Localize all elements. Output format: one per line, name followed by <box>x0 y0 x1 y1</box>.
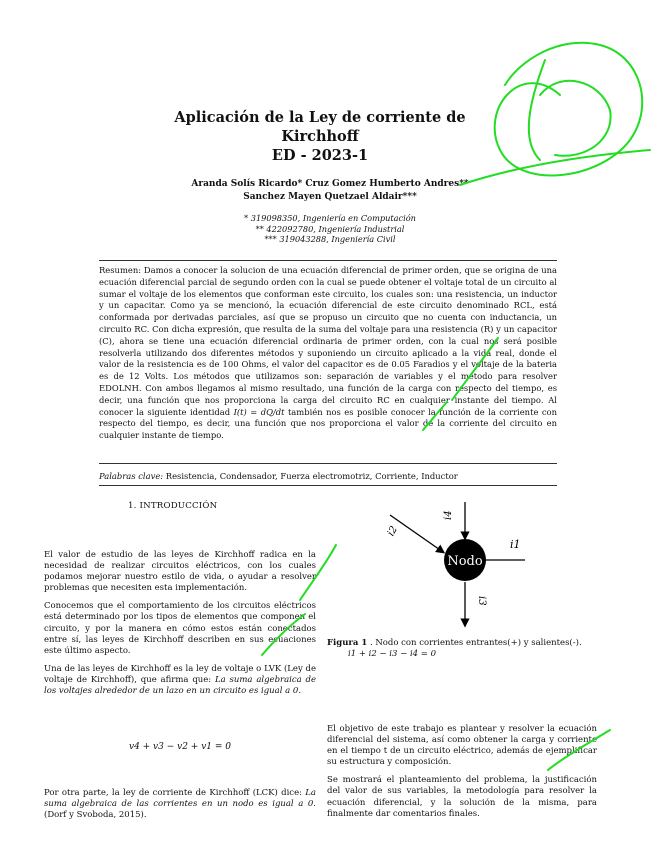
affiliation-3: *** 319043288, Ingeniería Civil <box>264 234 396 244</box>
node-label: Nodo <box>447 554 483 569</box>
lck-citation: (Dorf y Svoboda, 2015). <box>44 810 147 821</box>
intro-paragraph-1: El valor de estudio de las leyes de Kirchhoff radica en la necesidad de realizar circuitos eléctricos, con los cuales podamos mejorar nuestro estilo de vida, o ayudar a resolver problemas que necesiten esta implementación. <box>44 550 316 594</box>
affiliation-2: ** 422092780, Ingeniería Industrial <box>255 223 405 234</box>
scribble-right <box>548 730 610 770</box>
label-i2: i2 <box>385 524 400 539</box>
label-i1: i1 <box>510 538 521 551</box>
label-i3: i3 <box>476 596 487 606</box>
label-i4: i4 <box>443 510 454 520</box>
scribble-abstract-1 <box>452 338 498 400</box>
objective-paragraph: El objetivo de este trabajo es plantear y resolver la ecuación diferencial del sistema, así como obtener la carga y corriente en el tiempo t de un circuito eléctrico, además de ejemplificar su estructura y composición. <box>327 724 597 768</box>
outline-paragraph: Se mostrará el planteamiento del problema, la justificación del valor de sus variables, la metodología para resolver la ecuación diferencial, y la solución de la misma, para finalmente dar comentarios finales. <box>327 775 597 819</box>
scribble-abstract-2 <box>423 402 447 430</box>
affiliation-1: * 319098350, Ingeniería en Computación <box>244 213 416 223</box>
keywords-text: Resistencia, Condensador, Fuerza electromotriz, Corriente, Inductor <box>163 471 458 481</box>
title-line-2: Kirchhoff <box>281 128 359 145</box>
authors-line-1: Aranda Solís Ricardo* Cruz Gomez Humberto Andres** <box>191 179 469 189</box>
figure-caption-number: Figura 1 <box>327 638 368 648</box>
title-line-3: ED - 2023-1 <box>271 147 369 164</box>
section-heading: 1. INTRODUCCIÓN <box>128 501 218 511</box>
lck-statement: La suma algebraica de las corrientes en un nodo es igual a 0. <box>44 788 316 810</box>
keywords-label: Palabras clave: <box>99 471 164 481</box>
scribble-left-2 <box>262 614 305 655</box>
title-line-1: Aplicación de la Ley de corriente de <box>174 109 466 126</box>
lvk-statement: La suma algebraica de los voltajes alrededor de un lazo en un circuito es igual a 0. <box>44 674 316 697</box>
abstract-identity: I(t) = dQ/dt <box>233 406 285 417</box>
abstract-text-2: también nos es posible conocer la función de la corriente con respecto del tiempo, es decir, una función que nos proporciona el valor de la corriente del circuito en cualquier instante de tiempo. <box>99 406 557 441</box>
authors-line-2: Sanchez Mayen Quetzael Aldair*** <box>243 192 417 202</box>
lck-intro: Por otra parte, la ley de corriente de Kirchhoff (LCK) dice: <box>44 788 306 798</box>
scribble-left-1 <box>300 545 336 600</box>
figure-caption-text: . Nodo con corrientes entrantes(+) y salientes(-). <box>367 638 582 648</box>
lvk-intro: Una de las leyes de Kirchhoff es la ley de voltaje o LVK (Ley de voltaje de Kirchhoff), que afirma que: <box>44 663 316 685</box>
figure-caption-equation: i1 + i2 − i3 − i4 = 0 <box>348 649 437 659</box>
intro-paragraph-2: Conocemos que el comportamiento de los circuitos eléctricos está determinado por los tipos de elementos que componen el circuito, y por la manera en cómo estos están conectados entre sí, las leyes de Kirchhoff describen en sus ecuaciones este último aspecto. <box>44 601 316 656</box>
abstract-text-1: Resumen: Damos a conocer la solucion de una ecuación diferencial de primer orden, que se origina de una ecuación diferencial parcial de segundo orden con la cual se puede obtener el voltaje total de un circuito al sumar el voltaje de los elementos que conforman este circuito, los cuales son: una resistencia, un inductor y un capacitar. Como ya se mencionó, la ecuación diferencial de este circuito denominado RCL, está conformada por derivadas parciales, así que se propuso un circuito que no cuenta con inductancia, un circuito RC. Con dicha expresión, que resulta de la suma del voltaje para una resistencia (R) y un capacitor (C), ahora se tiene una ecuación diferencial ordinaria de primer orden, con la cual nos será posible resolverla utilizando dos diferentes métodos y suponiendo un circuito aplicado a la vida real, donde el valor de la resistencia es de 100 Ohms, el valor del capacitor es de 0.05 Faradios y el voltaje de la bateria es de 12 Volts. Los métodos que utilizamos son: separación de variables y el método para resolver EDOLNH. Con ambos llegamos al mismo resultado, una función de la carga con respecto del tiempo, es decir, una función que nos proporciona la carga del circuito RC en cualquier instante del tiempo. Al conocer la siguiente identidad <box>99 265 557 417</box>
scribble-circle-inner <box>529 60 611 160</box>
lvk-equation: v4 + v3 − v2 + v1 = 0 <box>128 742 232 752</box>
